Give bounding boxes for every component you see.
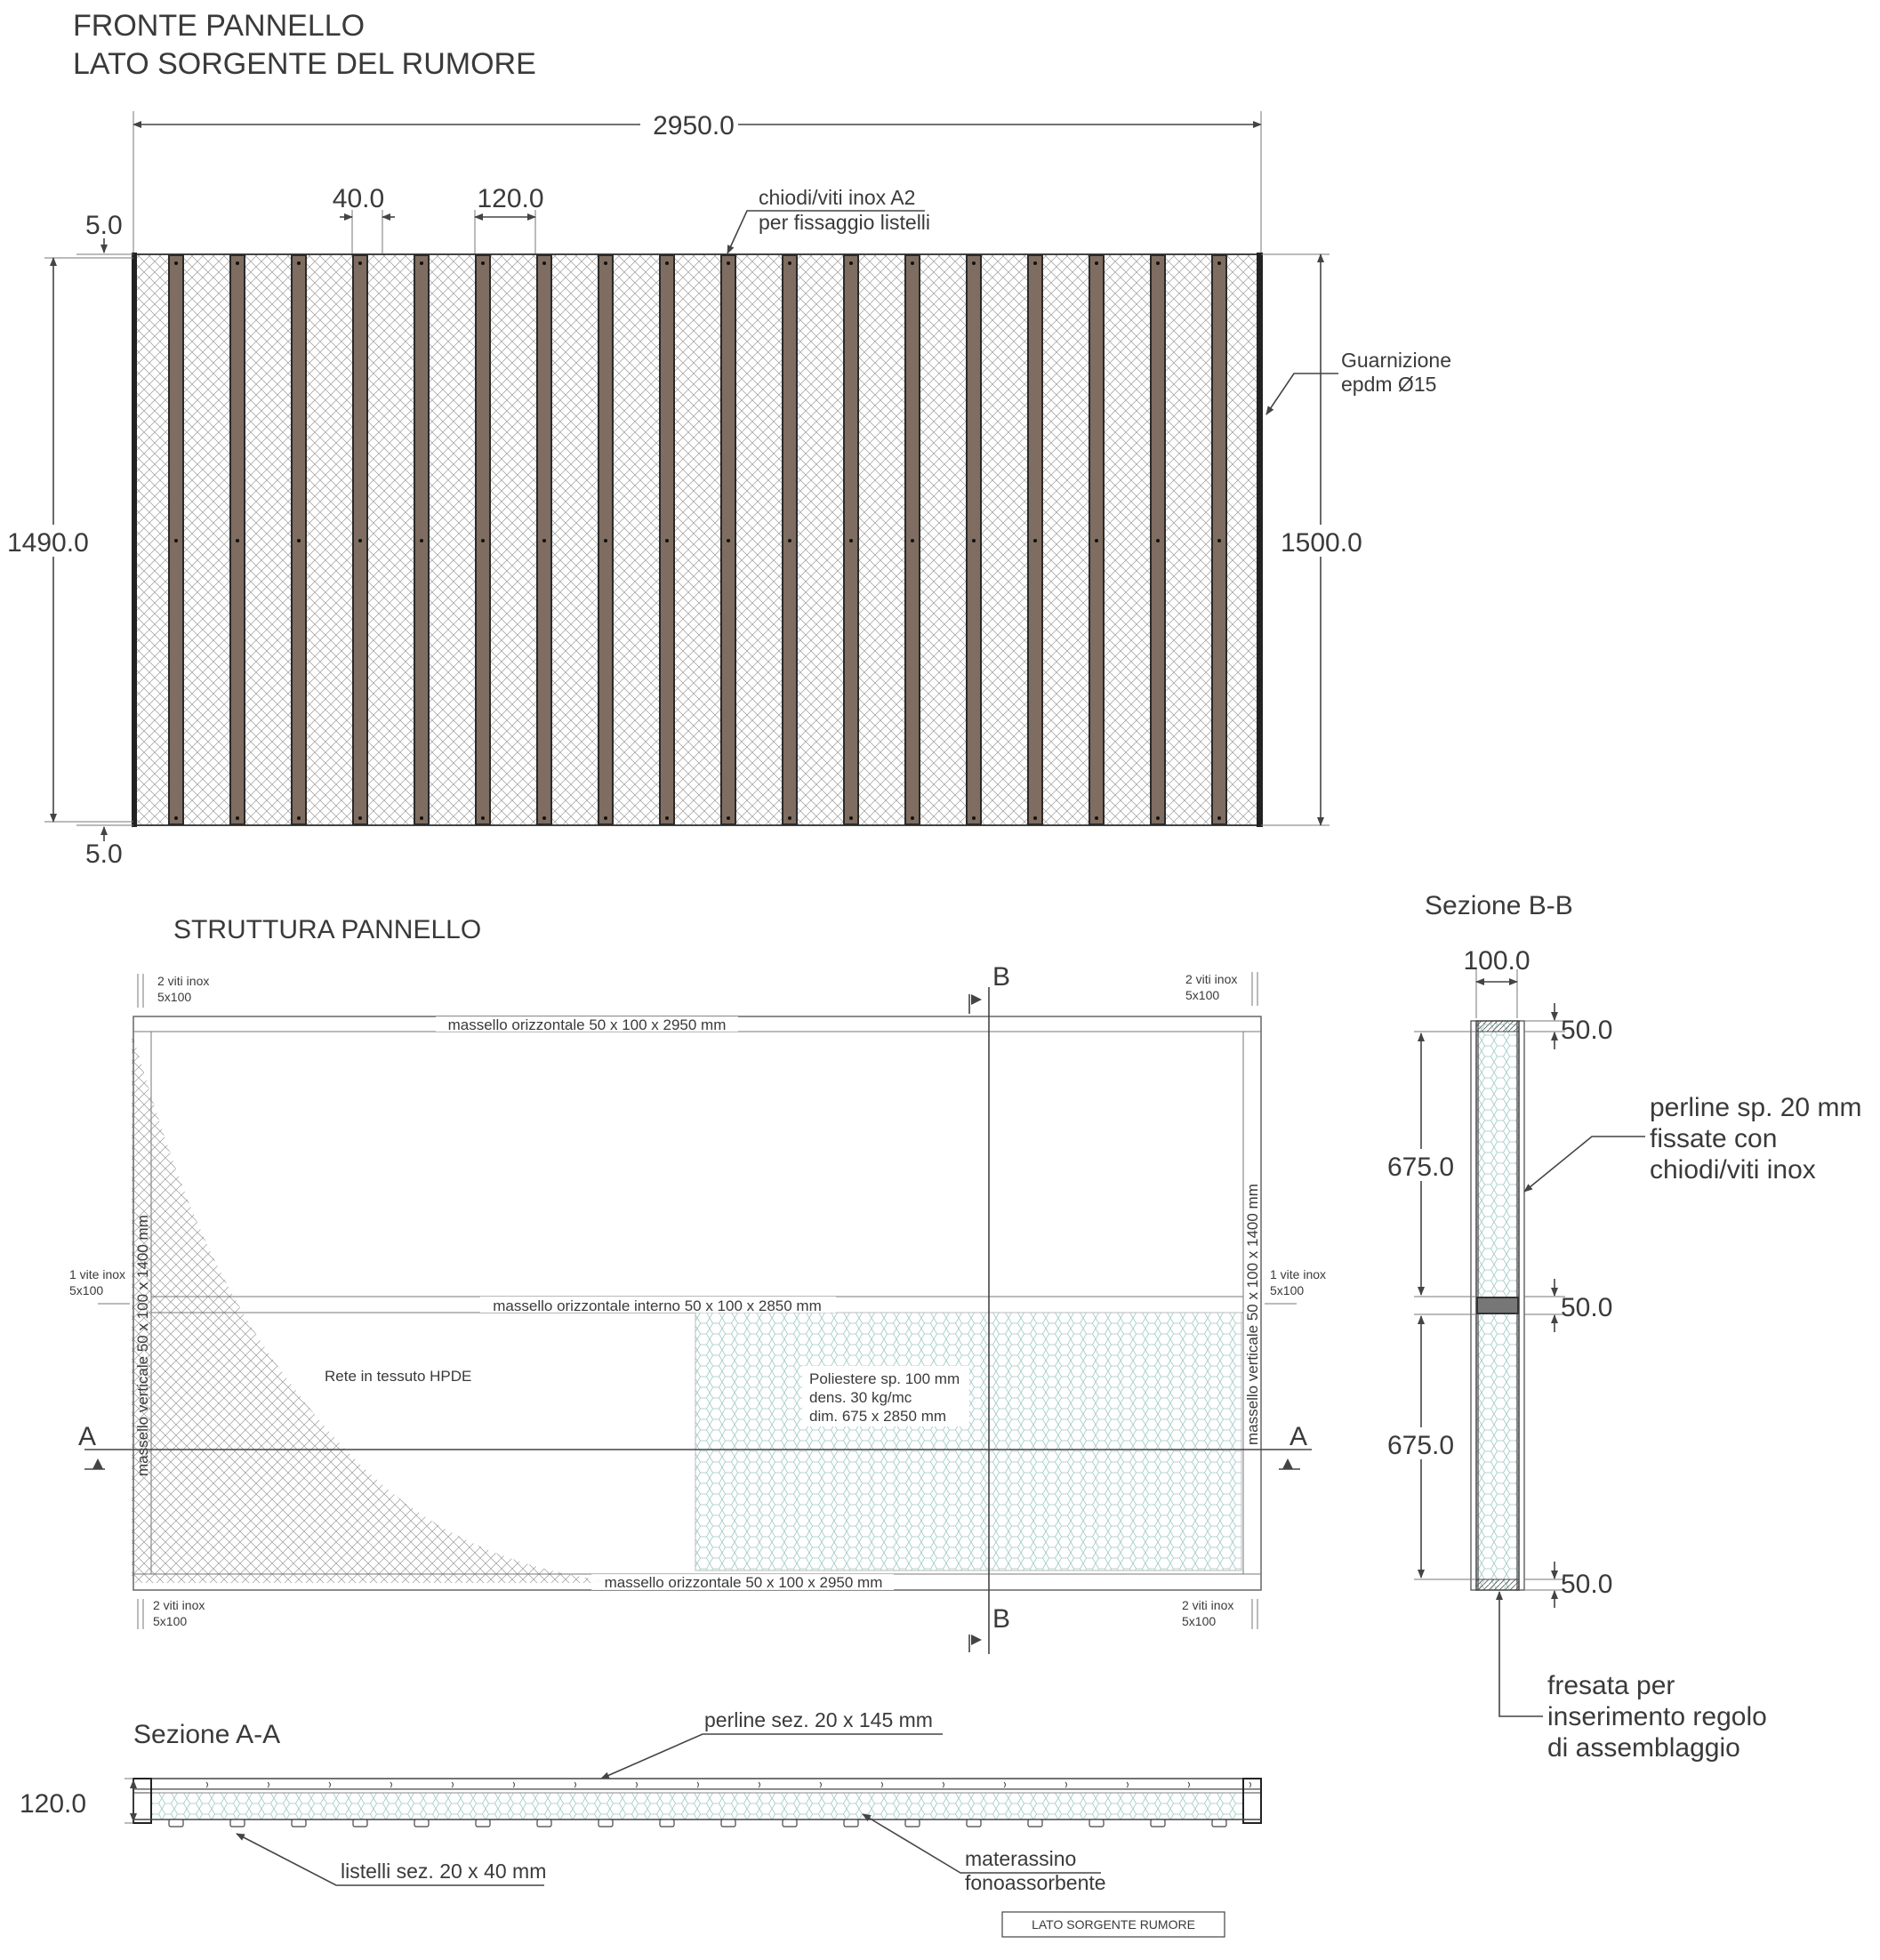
left-post-label: massello verticale 50 x 100 x 1400 mm <box>134 1215 151 1476</box>
screw-dot <box>911 261 914 265</box>
screw-dot <box>1156 539 1160 542</box>
screw-dot <box>972 539 976 542</box>
dim-height-left: 1490.0 <box>7 528 89 558</box>
bb-dim-675-bottom: 675.0 <box>1387 1431 1455 1460</box>
screw-dot <box>358 539 362 542</box>
aa-slat-10 <box>721 1819 735 1827</box>
screw-dot <box>420 539 423 542</box>
screw-dot <box>542 539 546 542</box>
note-gasket-2: epdm Ø15 <box>1341 373 1437 396</box>
board-joint <box>513 1782 515 1787</box>
structure-view <box>69 915 1326 1654</box>
front-title-2: LATO SORGENTE DEL RUMORE <box>73 47 536 81</box>
bb-dim-width: 100.0 <box>1463 946 1531 976</box>
polyester-fill <box>695 1313 1241 1570</box>
bb-note-boards-1: perline sp. 20 mm <box>1650 1093 1862 1122</box>
screws-tl-1: 2 viti inox <box>157 974 210 988</box>
front-title-1: FRONTE PANNELLO <box>73 9 366 43</box>
board-joint <box>452 1782 454 1787</box>
aa-note-boards: perline sez. 20 x 145 mm <box>704 1708 933 1731</box>
screw-dot <box>1217 539 1221 542</box>
screws-br-2: 5x100 <box>1182 1614 1217 1628</box>
screw-dot <box>481 261 485 265</box>
screw-dot <box>665 539 669 542</box>
aa-note-mat-2: fonoassorbente <box>965 1871 1106 1894</box>
inner-beam-label: massello orizzontale interno 50 x 100 x 2850 mm <box>493 1297 822 1314</box>
screw-dot <box>849 816 853 820</box>
screw-dot <box>1033 539 1037 542</box>
screw-dot <box>1156 261 1160 265</box>
screw-dot <box>1156 816 1160 820</box>
bb-note-mill-1: fresata per <box>1547 1671 1675 1700</box>
board-joint <box>1065 1782 1067 1787</box>
dim-height-right: 1500.0 <box>1281 528 1362 558</box>
bb-note-boards-2: fissate con <box>1650 1124 1778 1153</box>
source-side-label: LATO SORGENTE RUMORE <box>1032 1917 1195 1932</box>
bb-note-boards-3: chiodi/viti inox <box>1650 1155 1816 1185</box>
screws-bl-2: 5x100 <box>153 1614 188 1628</box>
aa-slat-2 <box>230 1819 245 1827</box>
screws-br-1: 2 viti inox <box>1182 1598 1234 1612</box>
screw-dot <box>420 816 423 820</box>
screw-dot <box>542 816 546 820</box>
board-joint <box>390 1782 392 1787</box>
screw-dot <box>1095 816 1098 820</box>
board-joint <box>574 1782 576 1787</box>
aa-note-slats: listelli sez. 20 x 40 mm <box>341 1860 547 1883</box>
screw-dot <box>788 816 791 820</box>
aa-slat-16 <box>1089 1819 1104 1827</box>
screw-dot <box>849 539 853 542</box>
screw-dot <box>727 539 730 542</box>
screw-dot <box>542 261 546 265</box>
aa-slat-8 <box>599 1819 613 1827</box>
screw-dot <box>1033 261 1037 265</box>
screw-dot <box>1095 261 1098 265</box>
aa-slat-11 <box>783 1819 797 1827</box>
screw-dot <box>174 816 178 820</box>
bb-note-mill-2: inserimento regolo <box>1547 1702 1767 1731</box>
screw-dot <box>297 539 301 542</box>
aa-slat-4 <box>353 1819 367 1827</box>
bottom-beam-label: massello orizzontale 50 x 100 x 2950 mm <box>604 1574 883 1591</box>
gasket-left <box>132 253 137 827</box>
section-aa <box>20 1708 1261 1937</box>
board-joint <box>1004 1782 1006 1787</box>
screw-left-1: 1 vite inox <box>69 1267 126 1281</box>
screw-dot <box>481 539 485 542</box>
screw-dot <box>604 261 607 265</box>
aa-slat-7 <box>537 1819 551 1827</box>
aa-dim-height: 120.0 <box>20 1789 87 1819</box>
screw-dot <box>911 539 914 542</box>
gasket-right <box>1257 253 1263 827</box>
board-joint <box>943 1782 944 1787</box>
cut-a-right: A <box>1289 1422 1308 1451</box>
board-joint <box>881 1782 883 1787</box>
screw-dot <box>1217 816 1221 820</box>
aa-slat-9 <box>660 1819 674 1827</box>
board-joint <box>206 1782 208 1787</box>
screw-dot <box>1095 539 1098 542</box>
screw-dot <box>788 261 791 265</box>
cut-b-top: B <box>992 962 1011 992</box>
note-gasket-1: Guarnizione <box>1341 349 1452 372</box>
dim-top-offset: 5.0 <box>85 211 123 240</box>
aa-slat-14 <box>967 1819 981 1827</box>
screw-dot <box>727 261 730 265</box>
poly-label-1: Poliestere sp. 100 mm <box>809 1370 960 1387</box>
screw-left-2: 5x100 <box>69 1283 104 1297</box>
dim-slat-gap: 120.0 <box>477 184 544 213</box>
screw-dot <box>665 816 669 820</box>
aa-slat-5 <box>414 1819 429 1827</box>
screw-dot <box>358 816 362 820</box>
board-joint <box>1249 1782 1251 1787</box>
front-view <box>0 9 1451 869</box>
poly-label-3: dim. 675 x 2850 mm <box>809 1408 947 1425</box>
screw-dot <box>604 816 607 820</box>
dim-width-2950: 2950.0 <box>653 111 735 141</box>
note-screws-1: chiodi/viti inox A2 <box>759 186 916 209</box>
aa-note-mat-1: materassino <box>965 1847 1077 1870</box>
mesh-label: Rete in tessuto HPDE <box>325 1368 472 1385</box>
cut-a-left: A <box>78 1422 97 1451</box>
right-post-label: massello verticale 50 x 100 x 1400 mm <box>1244 1184 1261 1445</box>
board-joint <box>759 1782 760 1787</box>
screw-dot <box>174 261 178 265</box>
screw-dot <box>174 539 178 542</box>
screw-dot <box>911 816 914 820</box>
board-joint <box>636 1782 638 1787</box>
screw-right-1: 1 vite inox <box>1270 1267 1327 1281</box>
dim-bottom-offset: 5.0 <box>85 839 123 869</box>
section-aa-title: Sezione A-A <box>133 1720 281 1749</box>
top-beam-label: massello orizzontale 50 x 100 x 2950 mm <box>447 1016 727 1033</box>
bb-dim-50-top: 50.0 <box>1561 1016 1613 1045</box>
bb-dim-675-top: 675.0 <box>1387 1153 1455 1182</box>
board-joint <box>268 1782 269 1787</box>
screws-tr-1: 2 viti inox <box>1185 972 1238 986</box>
bb-dim-50-mid: 50.0 <box>1561 1293 1613 1322</box>
board-joint <box>329 1782 331 1787</box>
section-bb-title: Sezione B-B <box>1425 891 1573 920</box>
aa-slat-13 <box>905 1819 920 1827</box>
section-bb <box>1383 891 1861 1763</box>
structure-title: STRUTTURA PANNELLO <box>173 915 482 944</box>
screw-dot <box>481 816 485 820</box>
aa-slat-1 <box>169 1819 183 1827</box>
dim-slat-width: 40.0 <box>332 184 385 213</box>
screw-dot <box>727 816 730 820</box>
board-joint <box>820 1782 822 1787</box>
screw-dot <box>236 539 239 542</box>
aa-slat-15 <box>1028 1819 1042 1827</box>
bb-dim-50-bottom: 50.0 <box>1561 1570 1613 1599</box>
screws-tl-2: 5x100 <box>157 990 192 1004</box>
note-screws-2: per fissaggio listelli <box>759 211 931 234</box>
poly-label-2: dens. 30 kg/mc <box>809 1389 912 1406</box>
screws-tr-2: 5x100 <box>1185 988 1220 1002</box>
screw-dot <box>665 261 669 265</box>
board-joint <box>1188 1782 1190 1787</box>
screw-right-2: 5x100 <box>1270 1283 1305 1297</box>
screw-dot <box>1217 261 1221 265</box>
screw-dot <box>788 539 791 542</box>
screw-dot <box>297 261 301 265</box>
aa-slat-18 <box>1212 1819 1226 1827</box>
screw-dot <box>972 816 976 820</box>
screw-dot <box>358 261 362 265</box>
cut-b-bottom: B <box>992 1604 1011 1634</box>
aa-slat-3 <box>292 1819 306 1827</box>
aa-slat-12 <box>844 1819 858 1827</box>
screw-dot <box>420 261 423 265</box>
bb-note-mill-3: di assemblaggio <box>1547 1733 1740 1763</box>
board-joint <box>1127 1782 1129 1787</box>
screw-dot <box>236 816 239 820</box>
screw-dot <box>1033 816 1037 820</box>
screw-dot <box>297 816 301 820</box>
screw-dot <box>972 261 976 265</box>
screw-dot <box>236 261 239 265</box>
aa-slat-6 <box>476 1819 490 1827</box>
aa-slat-17 <box>1151 1819 1165 1827</box>
screw-dot <box>604 539 607 542</box>
screws-bl-1: 2 viti inox <box>153 1598 205 1612</box>
board-joint <box>697 1782 699 1787</box>
screw-dot <box>849 261 853 265</box>
